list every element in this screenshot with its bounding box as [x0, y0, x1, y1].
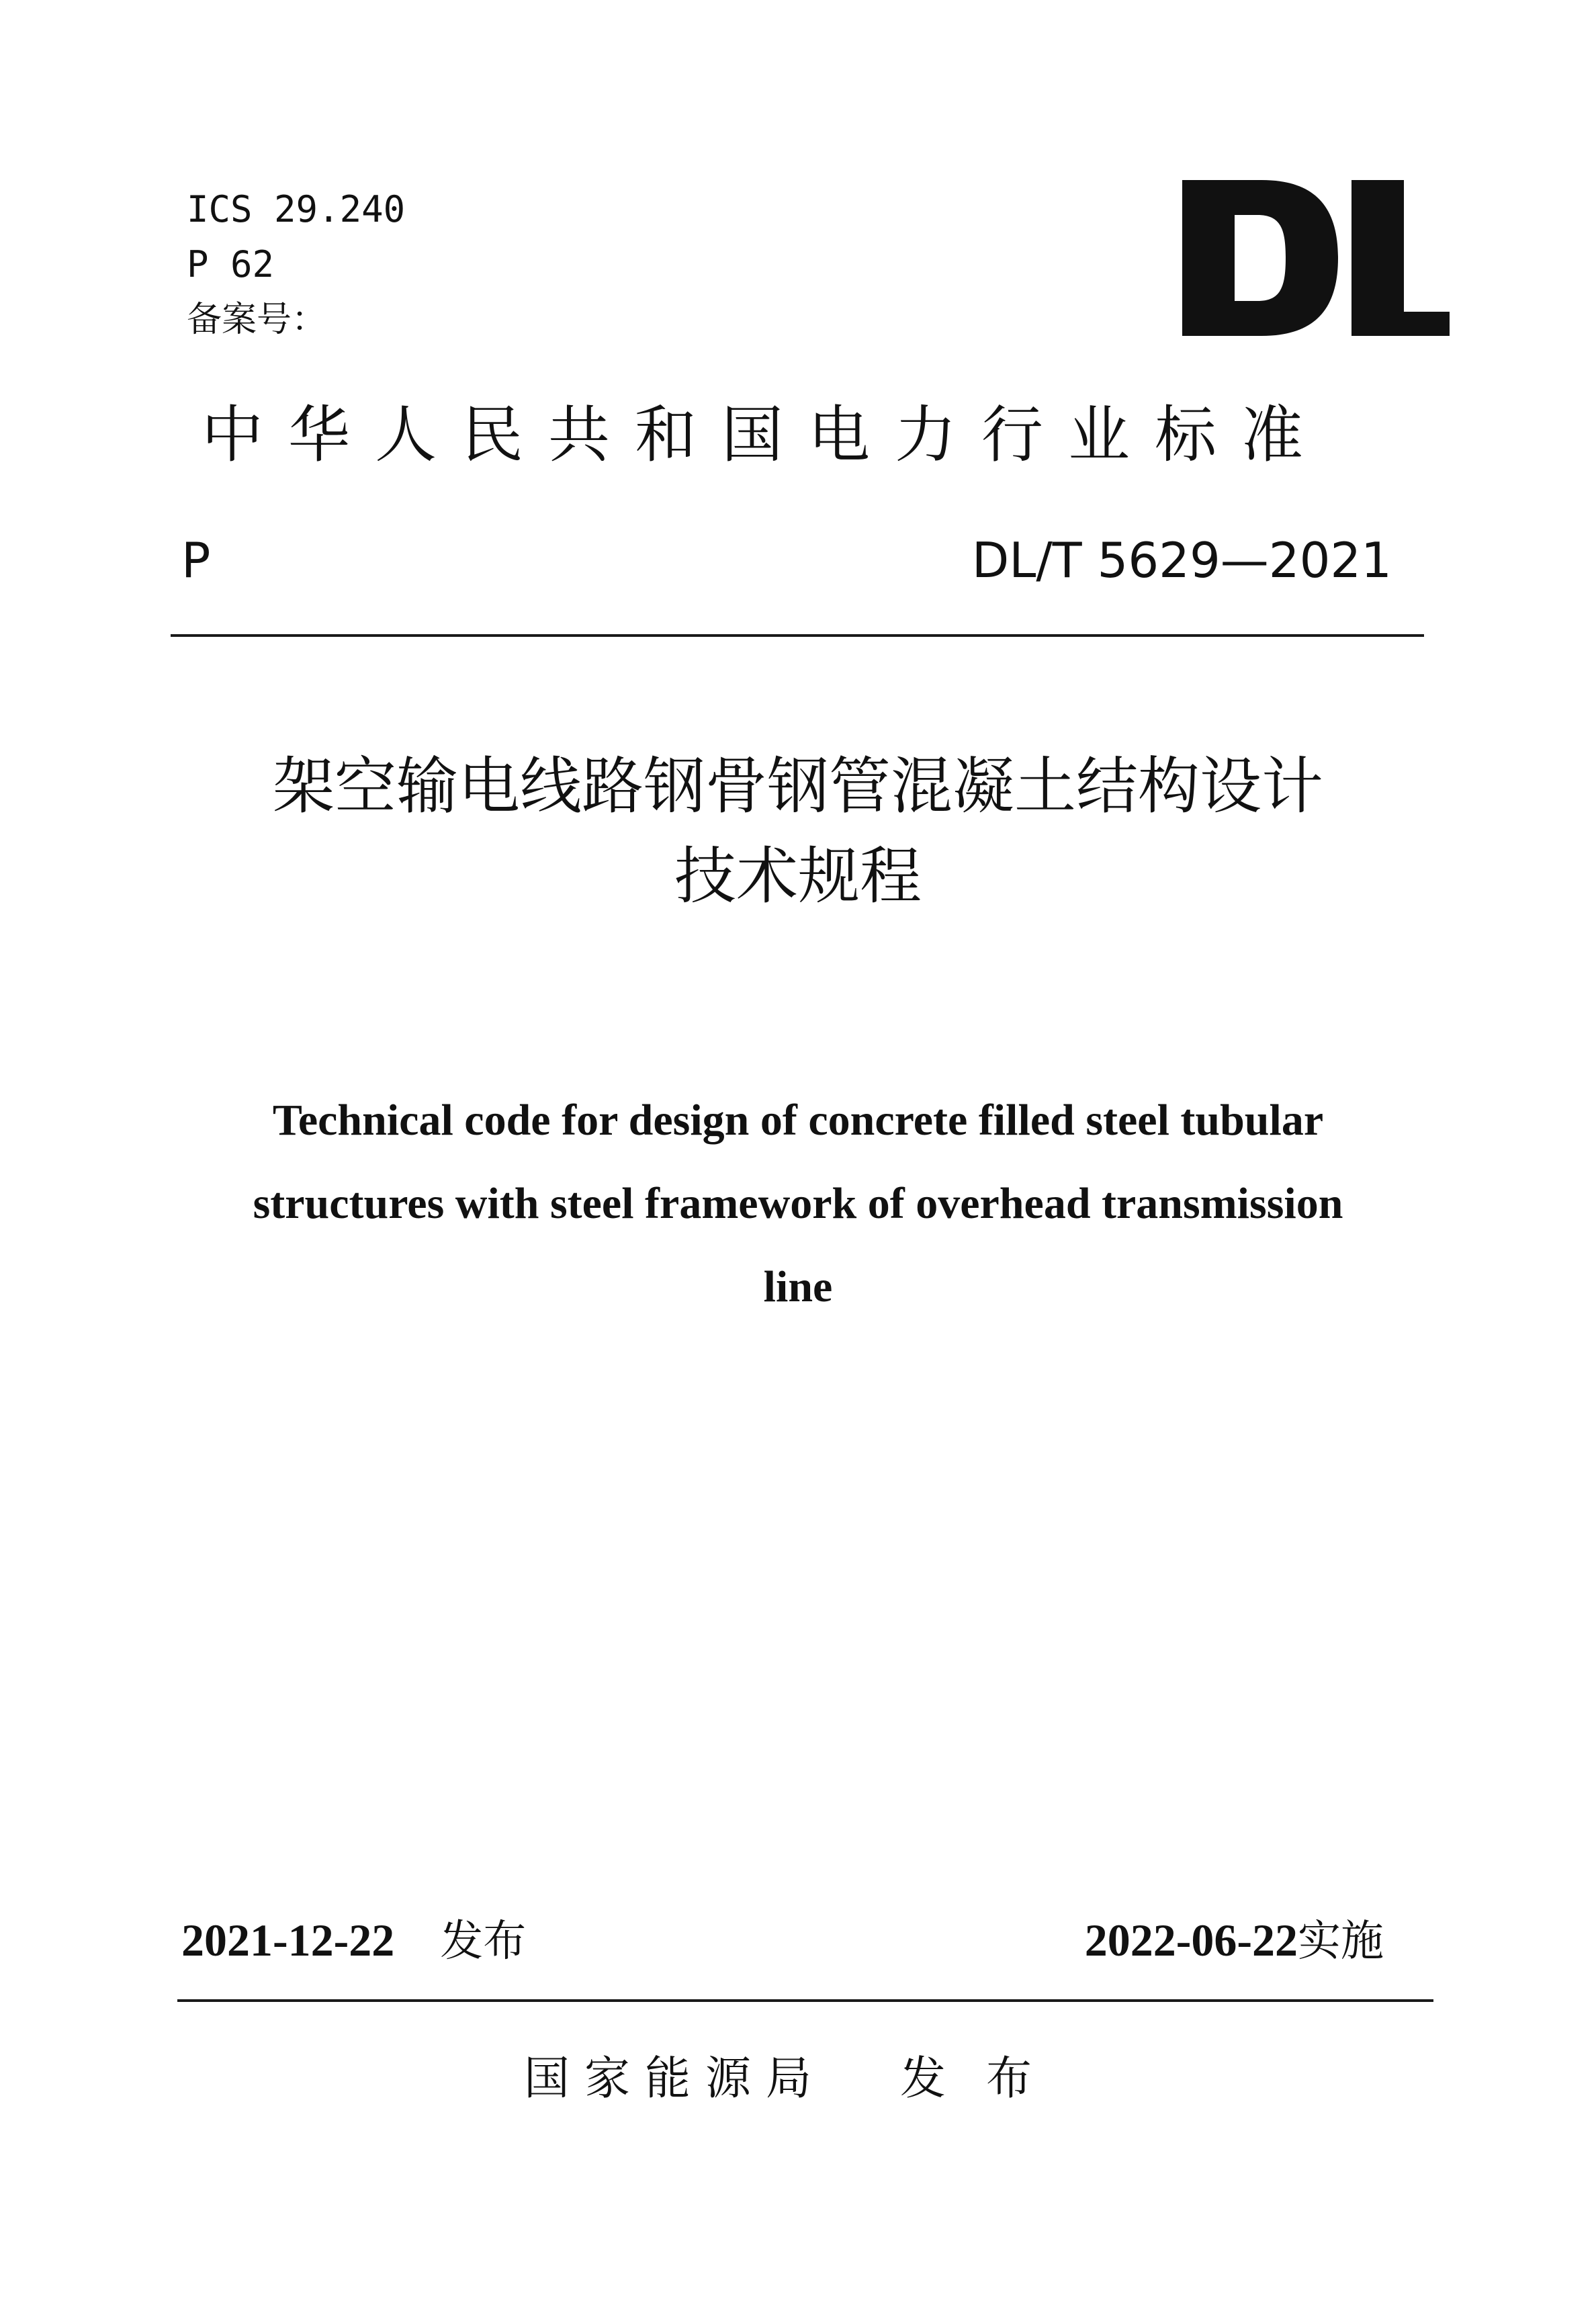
publisher-line	[0, 2042, 1596, 2116]
english-title-line-2: structures with steel framework of overhead transmission	[253, 1179, 1343, 1228]
logo-letter-d	[1182, 180, 1338, 336]
record-number-label: 备案号：	[187, 300, 327, 340]
classification-mark: P	[181, 532, 211, 588]
chinese-title-line-2: 技术规程	[674, 840, 922, 912]
effective-label: 实施	[1298, 1917, 1384, 1966]
issue-label: 发布	[440, 1917, 527, 1966]
standard-heading: 中华人民共和国电力行业标准	[202, 399, 1329, 471]
category-code: P 62	[187, 243, 275, 286]
dl-logo	[1182, 180, 1450, 336]
english-title-line-3: line	[763, 1262, 833, 1311]
standard-number: DL/T 5629—2021	[971, 532, 1392, 588]
publisher-verb: 发布	[900, 2052, 1073, 2105]
bottom-divider	[177, 1999, 1433, 2002]
publisher-agency: 国家能源局	[523, 2052, 826, 2105]
ics-code: ICS 29.240	[187, 188, 406, 230]
issue-date: 2021-12-22	[181, 1915, 395, 1966]
logo-letter-l	[1351, 180, 1450, 336]
chinese-title-line-1: 架空输电线路钢骨钢管混凝土结构设计	[272, 750, 1323, 822]
effective-date-block	[1085, 1907, 1384, 1975]
top-divider	[171, 634, 1424, 637]
english-title-line-1: Technical code for design of concrete filled steel tubular	[272, 1096, 1324, 1145]
issue-date-block	[181, 1907, 526, 1975]
effective-date: 2022-06-22	[1084, 1915, 1298, 1966]
